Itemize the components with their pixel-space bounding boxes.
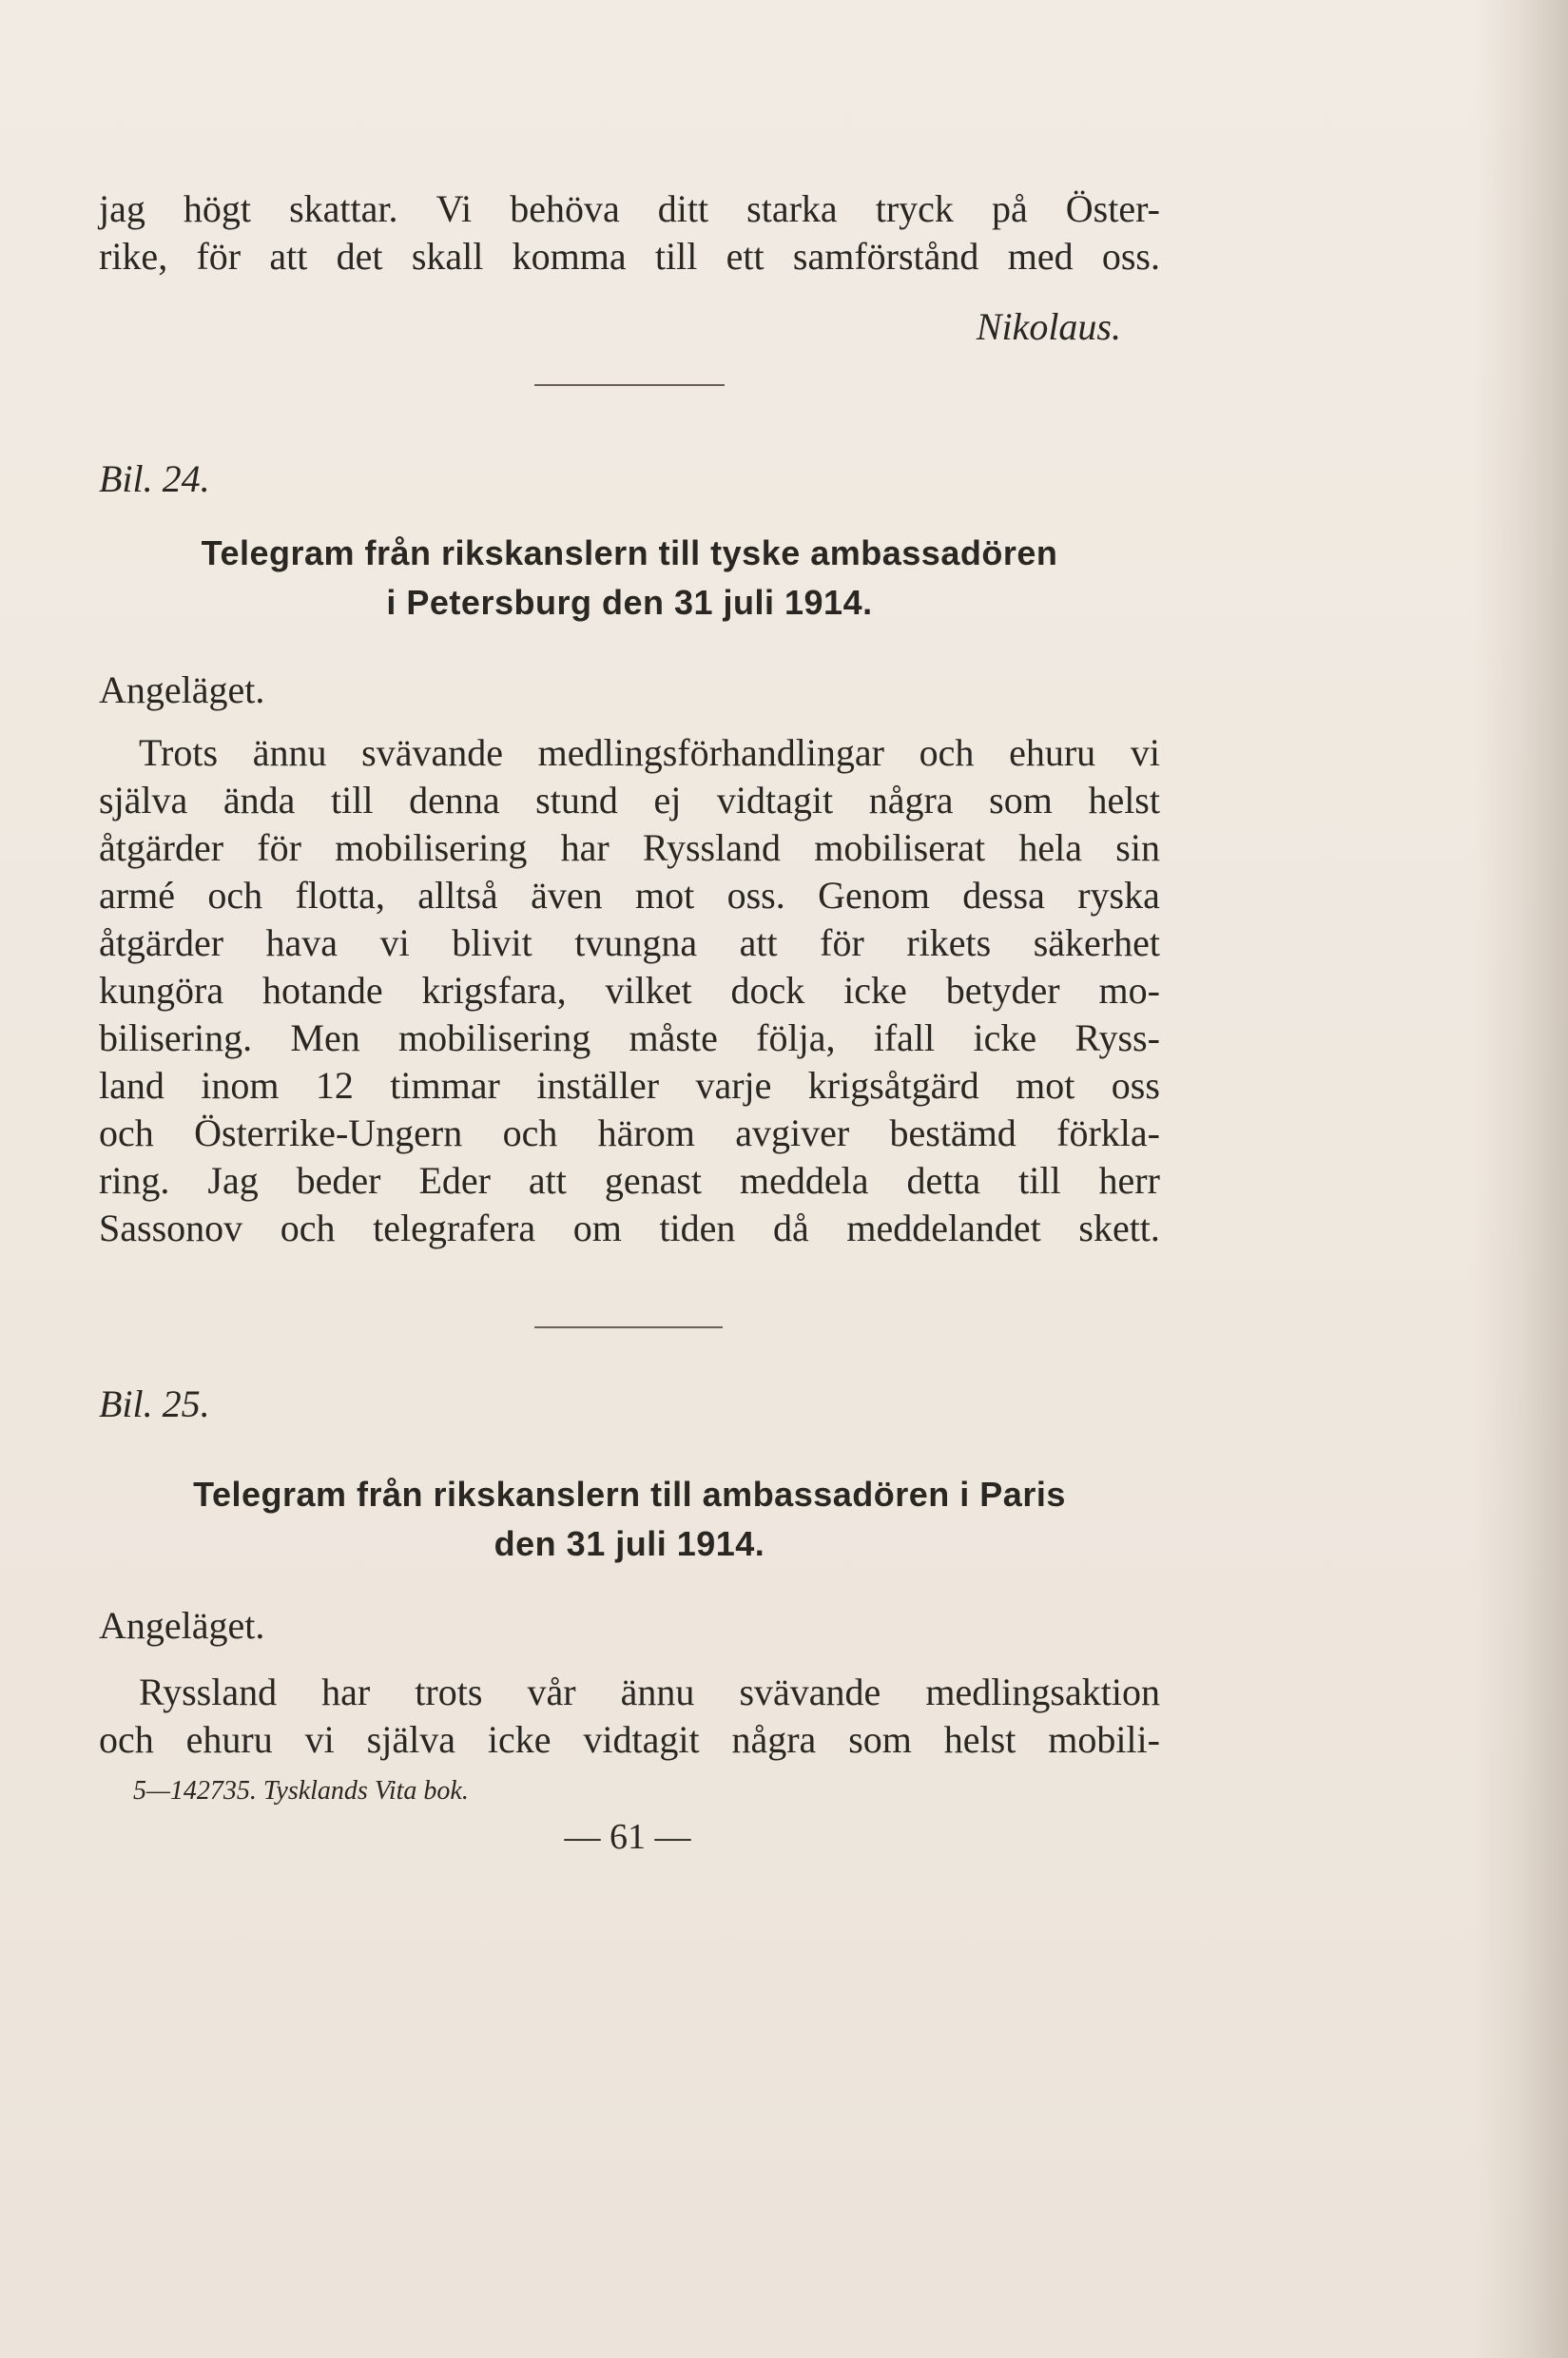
word: vidtagit <box>716 779 834 821</box>
word: behöva <box>510 187 620 230</box>
heading-line: Telegram från rikskanslern till tyske ambassadören <box>201 533 1058 572</box>
word: på <box>991 187 1028 230</box>
word: hotande <box>261 969 383 1012</box>
word: tvungna <box>574 921 698 964</box>
word: ett <box>726 235 765 278</box>
word: Genom <box>818 874 930 917</box>
word: förkla- <box>1056 1111 1160 1154</box>
paragraph-line <box>99 1669 1160 1716</box>
top-paragraph <box>99 185 1160 280</box>
word: stund <box>535 779 618 821</box>
paragraph-line <box>99 967 1160 1015</box>
word: icke <box>487 1718 552 1761</box>
word: Ryss- <box>1074 1016 1160 1059</box>
word: mo- <box>1098 969 1160 1012</box>
section-divider <box>534 384 725 386</box>
paragraph-line <box>99 1716 1160 1764</box>
word: blivit <box>452 921 532 964</box>
word: icke <box>843 969 907 1012</box>
word: tiden <box>659 1207 736 1249</box>
word: för <box>196 235 242 278</box>
word: flotta, <box>295 874 385 917</box>
urgency-label: Angeläget. <box>99 1604 265 1647</box>
word: jag <box>99 187 145 230</box>
paragraph-line <box>99 824 1160 872</box>
word: svävande <box>739 1671 881 1713</box>
word: krigsåtgärd <box>807 1064 979 1107</box>
word: själva <box>99 779 188 821</box>
paragraph-line <box>99 919 1160 967</box>
word: mobilisering <box>335 826 528 869</box>
word: Trots <box>139 731 219 774</box>
word: skall <box>411 235 484 278</box>
word: med <box>1007 235 1074 278</box>
word: några <box>731 1718 817 1761</box>
word: Jag <box>207 1159 259 1202</box>
word: medlingsförhandlingar <box>537 731 884 774</box>
section-25-heading <box>99 1470 1160 1569</box>
word: avgiver <box>735 1111 850 1154</box>
word: trots <box>415 1671 483 1713</box>
word: måste <box>629 1016 718 1059</box>
word: själva <box>366 1718 455 1761</box>
word: att <box>528 1159 567 1202</box>
word: till <box>331 779 374 821</box>
word: oss. <box>726 874 785 917</box>
word: vi <box>304 1718 335 1761</box>
paragraph-line <box>99 729 1160 777</box>
word: Ryssland <box>642 826 781 869</box>
word: medlingsaktion <box>925 1671 1160 1713</box>
word: några <box>868 779 954 821</box>
word: meddelandet <box>846 1207 1041 1249</box>
word: mobilisering <box>398 1016 591 1059</box>
word: och <box>919 731 975 774</box>
word: svävande <box>361 731 503 774</box>
word: ehuru <box>1009 731 1096 774</box>
word: icke <box>973 1016 1037 1059</box>
paragraph-line <box>99 185 1160 233</box>
word: herr <box>1098 1159 1160 1202</box>
paragraph-line <box>99 777 1160 824</box>
heading-line: i Petersburg den 31 juli 1914. <box>386 583 873 622</box>
paragraph-line <box>99 872 1160 919</box>
section-25-body <box>99 1669 1160 1764</box>
word: land <box>99 1064 165 1107</box>
word: dessa <box>962 874 1045 917</box>
word: meddela <box>740 1159 869 1202</box>
word: till <box>654 235 698 278</box>
word: ännu <box>620 1671 695 1713</box>
word: sin <box>1115 826 1160 869</box>
word: och <box>99 1718 154 1761</box>
word: Vi <box>436 187 473 230</box>
word: då <box>773 1207 809 1249</box>
word: Sassonov <box>99 1207 243 1249</box>
word: skett. <box>1078 1207 1160 1249</box>
word: beder <box>296 1159 381 1202</box>
paragraph-line <box>99 1062 1160 1110</box>
word: ryska <box>1077 874 1160 917</box>
word: hela <box>1018 826 1083 869</box>
word: kungöra <box>99 969 224 1012</box>
word: starka <box>746 187 838 230</box>
word: för <box>820 921 864 964</box>
word: vi <box>379 921 410 964</box>
paragraph-line <box>99 233 1160 280</box>
word: mot <box>1016 1064 1075 1107</box>
word: och <box>280 1207 336 1249</box>
section-24-heading <box>99 529 1160 628</box>
word: det <box>336 235 383 278</box>
word: att <box>269 235 308 278</box>
word: om <box>572 1207 622 1249</box>
word: inställer <box>536 1064 660 1107</box>
footer-reference: 5—142735. Tysklands Vita bok. <box>133 1776 469 1806</box>
word: rike, <box>99 235 168 278</box>
word: ej <box>653 779 682 821</box>
paragraph-line <box>99 1157 1160 1205</box>
word: alltså <box>417 874 498 917</box>
word: genast <box>604 1159 703 1202</box>
word: har <box>321 1671 371 1713</box>
word: helst <box>943 1718 1016 1761</box>
word: telegrafera <box>373 1207 536 1249</box>
word: Eder <box>418 1159 491 1202</box>
word: att <box>739 921 778 964</box>
word: inom <box>201 1064 280 1107</box>
word: mobiliserat <box>814 826 986 869</box>
heading-line: den 31 juli 1914. <box>494 1524 765 1563</box>
word: ehuru <box>185 1718 273 1761</box>
word: åtgärder <box>99 921 224 964</box>
page-number: — 61 — <box>564 1817 691 1857</box>
word: till <box>1018 1159 1061 1202</box>
word: mobili- <box>1048 1718 1160 1761</box>
word: samförstånd <box>792 235 979 278</box>
word: vidtagit <box>583 1718 700 1761</box>
word: hava <box>265 921 339 964</box>
word: vi <box>1130 731 1160 774</box>
heading-line: Telegram från rikskanslern till ambassadören i Paris <box>193 1475 1066 1514</box>
bil-24-label: Bil. 24. <box>99 457 210 500</box>
word: bestämd <box>889 1111 1016 1154</box>
signature: Nikolaus. <box>976 305 1121 348</box>
word: oss. <box>1101 235 1160 278</box>
word: ifall <box>873 1016 936 1059</box>
word: helst <box>1088 779 1160 821</box>
section-divider <box>534 1326 723 1328</box>
word: Österrike-Ungern <box>194 1111 463 1154</box>
word: ditt <box>657 187 709 230</box>
paragraph-line <box>99 1205 1160 1252</box>
paragraph-line <box>99 1015 1160 1062</box>
bil-25-label: Bil. 25. <box>99 1382 210 1425</box>
word: denna <box>409 779 500 821</box>
word: timmar <box>390 1064 500 1107</box>
word: varje <box>695 1064 772 1107</box>
word: betyder <box>945 969 1060 1012</box>
word: ända <box>223 779 296 821</box>
word: säkerhet <box>1033 921 1160 964</box>
word: åtgärder <box>99 826 224 869</box>
word: högt <box>183 187 252 230</box>
word: och <box>99 1111 154 1154</box>
word: komma <box>512 235 627 278</box>
word: och <box>502 1111 558 1154</box>
word: skattar. <box>289 187 398 230</box>
word: har <box>560 826 610 869</box>
word: bilisering. <box>99 1016 253 1059</box>
word: armé <box>99 874 175 917</box>
word: härom <box>597 1111 695 1154</box>
word: som <box>848 1718 912 1761</box>
word: för <box>257 826 301 869</box>
word: som <box>989 779 1053 821</box>
word: tryck <box>875 187 954 230</box>
word: vår <box>527 1671 576 1713</box>
word: även <box>531 874 603 917</box>
word: Men <box>290 1016 360 1059</box>
word: och <box>207 874 263 917</box>
word: rikets <box>906 921 992 964</box>
word: följa, <box>756 1016 836 1059</box>
word: ring. <box>99 1159 170 1202</box>
word: oss <box>1111 1064 1160 1107</box>
urgency-label: Angeläget. <box>99 668 265 711</box>
word: ännu <box>252 731 327 774</box>
word: krigsfara, <box>421 969 567 1012</box>
paragraph-line <box>99 1110 1160 1157</box>
word: Öster- <box>1065 187 1160 230</box>
word: vilket <box>605 969 692 1012</box>
word: dock <box>730 969 805 1012</box>
word: mot <box>634 874 695 917</box>
word: Ryssland <box>139 1671 278 1713</box>
word: detta <box>906 1159 981 1202</box>
section-24-body <box>99 729 1160 1252</box>
word: 12 <box>315 1064 354 1107</box>
